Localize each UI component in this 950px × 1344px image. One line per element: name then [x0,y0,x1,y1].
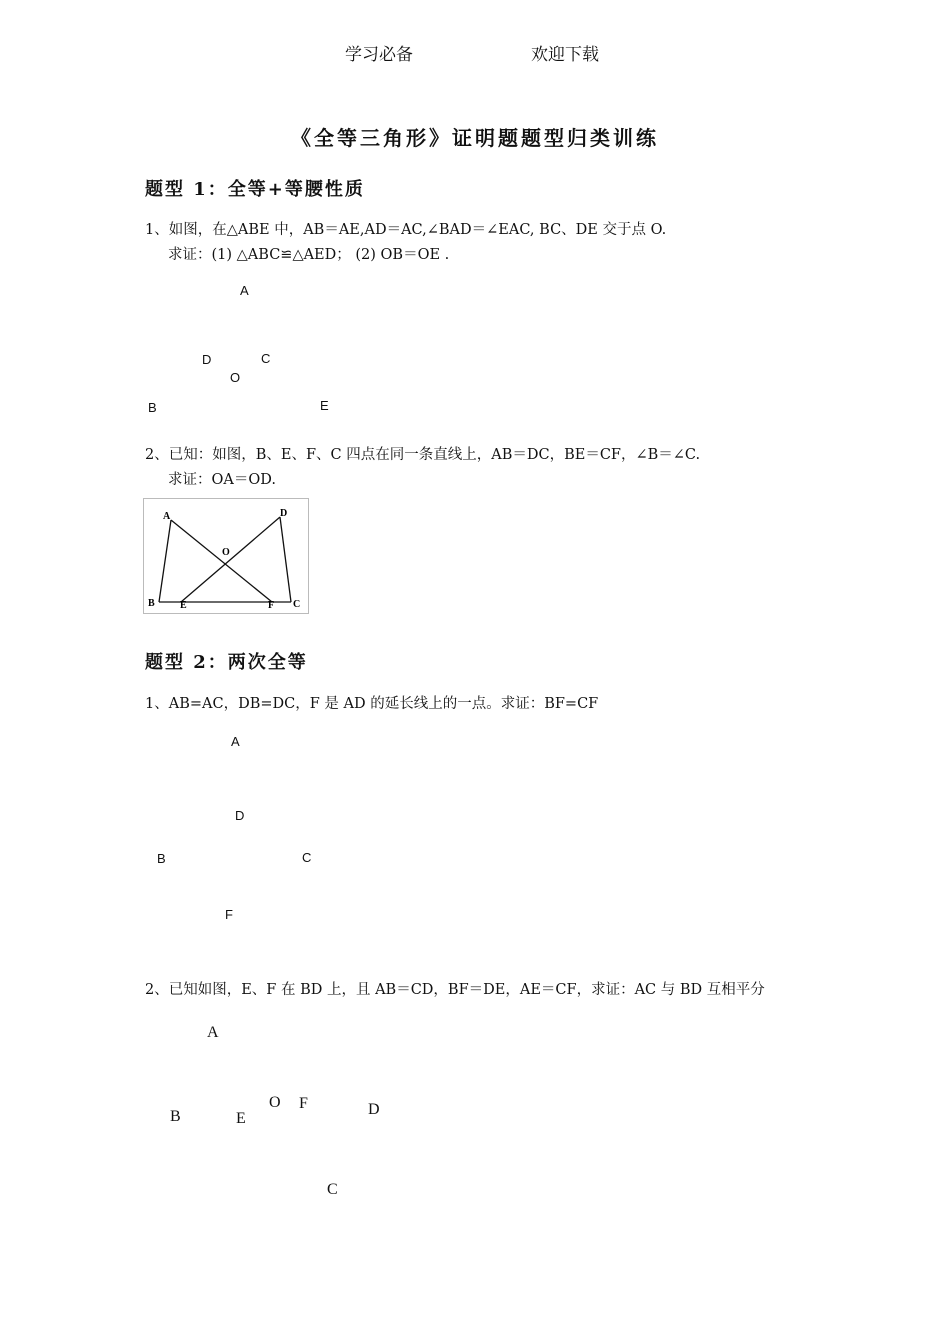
fig-label-a: A [163,511,171,522]
fig-label-b: B [148,598,155,609]
s2q2-label-e: E [236,1110,246,1127]
header-right: 欢迎下载 [531,45,599,65]
fig-label-f: F [268,600,275,611]
section2-heading: 题型 2：两次全等 [145,652,308,673]
s2q2-label-c: C [327,1181,338,1198]
s2q2-label-a: A [207,1024,219,1041]
segment-de [181,517,280,602]
s2q1-label-c: C [302,850,312,865]
s2q2-label-o: O [269,1094,281,1111]
s2q2-line1: 2、已知如图，E、F 在 BD 上，且 AB＝CD，BF＝DE，AE＝CF，求证：AC 与 BD 互相平分 [145,982,765,998]
s2q1-label-d: D [235,808,245,823]
s1q1-label-o: O [230,370,241,385]
s1q2-figure [143,498,309,614]
s1q1-label-b: B [148,400,157,415]
page-title: 《全等三角形》证明题题型归类训练 [291,126,659,150]
header-left: 学习必备 [345,45,413,65]
s1q1-label-c: C [261,351,271,366]
s1q1-label-d: D [202,352,212,367]
s1q1-label-a: A [240,283,249,298]
s2q1-label-f: F [225,907,233,922]
s2q1-label-b: B [157,851,166,866]
segment-ab [159,520,171,602]
s1q1-line2: 求证：(1) △ABC≌△AED； (2) OB＝OE . [168,247,450,263]
s2q1-label-a: A [231,734,240,749]
s2q2-label-f: F [299,1095,308,1112]
segment-dc [280,517,291,602]
section1-heading: 题型 1：全等+等腰性质 [145,179,365,200]
s2q2-label-d: D [368,1101,380,1118]
fig-label-c: C [293,599,301,610]
s1q1-label-e: E [320,398,329,413]
fig-label-e: E [180,600,187,611]
s1q2-figure-svg [143,498,309,614]
s2q1-line1: 1、AB=AC，DB=DC，F 是 AD 的延长线上的一点。求证：BF=CF [145,696,599,712]
s2q2-label-b: B [170,1108,181,1125]
s1q2-line2: 求证：OA＝OD. [168,472,276,488]
fig-label-o: O [222,547,230,558]
s1q2-line1: 2、已知：如图，B、E、F、C 四点在同一条直线上，AB＝DC，BE＝CF，∠B＝∠C. [145,447,701,463]
fig-label-d: D [280,508,288,519]
s1q1-line1: 1、如图，在△ABE 中，AB＝AE,AD＝AC,∠BAD＝∠EAC, BC、DE 交于点 O. [145,222,667,238]
segment-af [171,520,272,602]
